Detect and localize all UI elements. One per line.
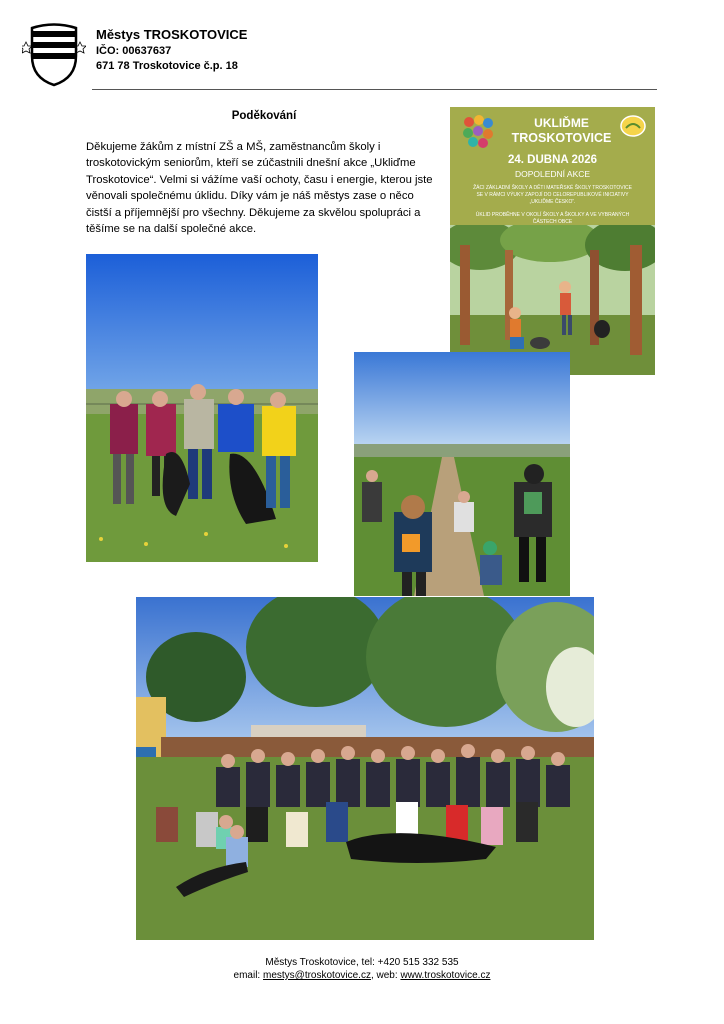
poster-text-line: ÚKLID PROBĚHNE V OKOLÍ ŠKOLY A ŠKOLKY A VE VYBRANÝCH <box>475 212 630 218</box>
poster-text-line: ČÁSTECH OBCE <box>532 219 573 225</box>
footer-email-label: email: <box>233 970 261 981</box>
poster-text-line: ŽÁCI ZÁKLADNÍ ŠKOLY A DĚTI MATEŘSKÉ ŠKOLY TROSKOTOVICE <box>473 185 632 191</box>
footer-web-link[interactable]: www.troskotovice.cz <box>400 970 491 981</box>
poster-title-line1: UKLIĎME <box>534 116 589 130</box>
footer-contact: Městys Troskotovice, tel: +420 515 332 535 <box>265 957 459 968</box>
photo-children-field <box>354 352 570 596</box>
header-municipality-name: Městys TROSKOTOVICE <box>96 27 248 42</box>
footer-links <box>0 970 724 981</box>
footer-email-link[interactable]: mestys@troskotovice.cz <box>263 970 371 981</box>
header-divider <box>92 89 657 90</box>
photo-group-cleanup <box>136 597 594 940</box>
header-address: 671 78 Troskotovice č.p. 18 <box>96 60 238 72</box>
photo-seniors-cleanup <box>86 254 318 562</box>
article-body: Děkujeme žákům z místní ZŠ a MŠ, zaměstnancům školy i troskotovickým seniorům, kteří se zúčastnili dnešní akce „Ukliďme Troskotovice“. Velmi si vážíme vaší ochoty, času i energie, kterou jste věnovali společnému úklidu. Díky vám je náš městys zase o něco čistší a příjemnější pro všechny. Děkujeme za skvělou spolupráci a těšíme se na další společné akce. <box>86 141 433 236</box>
footer-web-label: , web: <box>370 970 398 981</box>
poster-text-line: „UKLIĎME ČESKO“. <box>529 199 576 205</box>
poster-title-line2: TROSKOTOVICE <box>511 131 612 145</box>
poster-subtitle: DOPOLEDNÍ AKCE <box>514 169 591 179</box>
event-poster <box>450 107 655 375</box>
poster-text-line: SE V RÁMCI VÝUKY ZAPOJÍ DO CELOREPUBLIKOVÉ INICIATIVY <box>476 192 629 198</box>
article-title: Poděkování <box>231 110 297 122</box>
poster-date: 24. DUBNA 2026 <box>507 154 598 166</box>
municipality-crest-icon <box>22 22 86 88</box>
header-ico: IČO: 00637637 <box>96 45 172 57</box>
